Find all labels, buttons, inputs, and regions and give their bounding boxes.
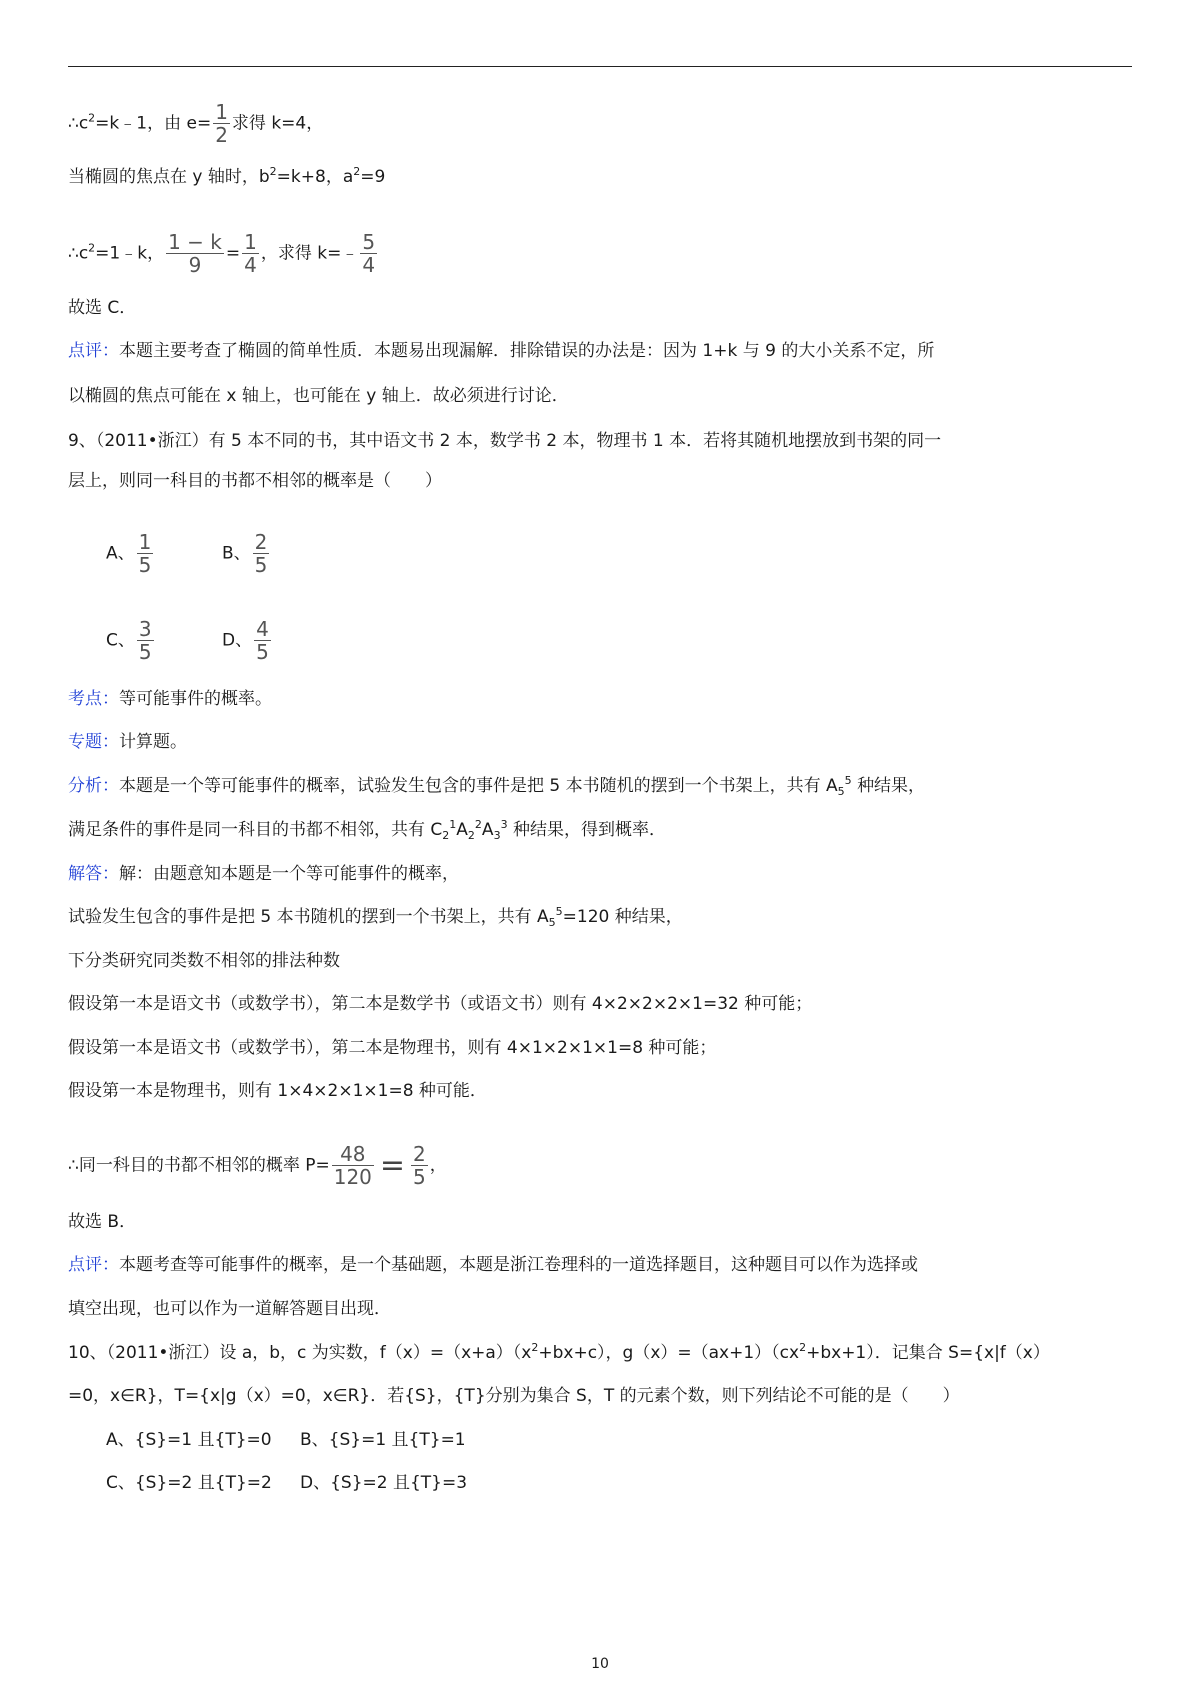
q9-option-d: D、 $\frac{4}{5}$ [222, 617, 269, 664]
q9-stem-1: 9、（2011•浙江）有 5 本不同的书，其中语文书 2 本，数学书 2 本，物理书 1 本．若将其随机地摆放到书架的同一 [68, 431, 942, 451]
fraction-1-k-over-9: $\frac{1 - k}{9}$ [168, 230, 222, 277]
q9-jieda-5: 假设第一本是语文书（或数学书），第二本是物理书，则有 4×1×2×1×1=8 种可能； [68, 1038, 717, 1058]
fraction-2-5: $\frac{2}{5}$ [413, 1142, 426, 1189]
answer-c: 故选 C． [68, 298, 137, 318]
q9-zhuanti: 专题：计算题。 [68, 732, 187, 752]
q9-jieda-1: 解答：解：由题意知本题是一个等可能事件的概率， [68, 864, 459, 884]
q10-option-a: A、{S}=1 且{T}=0 [106, 1430, 272, 1450]
fraction-quarter: $\frac{1}{4}$ [244, 230, 257, 277]
comment-prev-1: 点评：本题主要考查了椭圆的简单性质．本题易出现漏解．排除错误的办法是：因为 1+k 与 9 的大小关系不定，所 [68, 341, 935, 361]
fraction-48-120: $\frac{48}{120}$ [333, 1142, 372, 1189]
q9-option-a: A、 $\frac{1}{5}$ [106, 530, 152, 577]
q10-option-c: C、{S}=2 且{T}=2 [106, 1473, 272, 1493]
q9-jieda-6: 假设第一本是物理书，则有 1×4×2×1×1=8 种可能． [68, 1081, 487, 1101]
q9-comment-2: 填空出现，也可以作为一道解答题目出现． [68, 1299, 391, 1319]
q9-jieda-2: 试验发生包含的事件是把 5 本书随机的摆到一个书架上，共有 $A_5^5=120$ 种结果， [68, 905, 683, 929]
q9-option-b: B、 $\frac{2}{5}$ [222, 530, 268, 577]
fraction-e: $\frac{1}{2}$ [215, 100, 228, 147]
q9-fenxi-2: 满足条件的事件是同一科目的书都不相邻，共有 $C_2^1A_2^2A_3^3$ 种结果，得到概率． [68, 818, 666, 842]
line-y-axis: 当椭圆的焦点在 y 轴时，$b^2=k+8$，$a^2=9$ [68, 165, 386, 187]
q9-kaodian: 考点：等可能事件的概率。 [68, 689, 272, 709]
q9-jieda-4: 假设第一本是语文书（或数学书），第二本是数学书（或语文书）则有 4×2×2×2×1=32 种可能； [68, 994, 813, 1014]
comment-prev-2: 以椭圆的焦点可能在 x 轴上，也可能在 y 轴上．故必须进行讨论． [68, 386, 569, 406]
answer-b: 故选 B． [68, 1212, 137, 1232]
q10-option-b: B、{S}=1 且{T}=1 [300, 1430, 466, 1450]
fraction-k: $\frac{5}{4}$ [362, 230, 376, 277]
q10-stem-1: 10、（2011•浙江）设 a，b，c 为实数，$f(x)=(x+a)(x^2+bx+c)$，$g(x)=(ax+1)(cx^2+bx+1)$．记集合 S={x|f（x） [68, 1341, 1050, 1363]
q9-stem-2: 层上，则同一科目的书都不相邻的概率是（ ） [68, 471, 442, 491]
comment-label: 点评： [68, 341, 119, 361]
q9-jieda-3: 下分类研究同类数不相邻的排法种数 [68, 951, 340, 971]
q9-option-c: C、 $\frac{3}{5}$ [106, 617, 152, 664]
line-c2-1-k: $\therefore c^2=1﹣k$， $\frac{1 - k}{9}$ = $\frac{1}{4}$ ，求得 k=﹣ $\frac{5}{4}$ [68, 230, 376, 277]
q9-probability-line: ∴同一科目的书都不相邻的概率 P= $\frac{48}{120}$ = $\frac{2}{5}$ ， [68, 1142, 447, 1189]
q9-fenxi-1: 分析：本题是一个等可能事件的概率，试验发生包含的事件是把 5 本书随机的摆到一个书架上，共有 $A_5^5$ 种结果， [68, 774, 926, 798]
page-number: 10 [591, 1656, 609, 1672]
header-rule [68, 66, 1132, 67]
q9-comment-1: 点评：本题考查等可能事件的概率，是一个基础题，本题是浙江卷理科的一道选择题目，这种题目可以作为选择或 [68, 1255, 918, 1275]
line-c2-k: $\therefore c^2=k﹣1$，由 e= $\frac{1}{2}$ 求得 k=4， [68, 100, 324, 147]
q10-option-d: D、{S}=2 且{T}=3 [300, 1473, 468, 1493]
q10-stem-2: =0，x∈R}，T={x|g（x）=0，x∈R}．若{S}，{T}分别为集合 S，T 的元素个数，则下列结论不可能的是（ ） [68, 1386, 960, 1406]
